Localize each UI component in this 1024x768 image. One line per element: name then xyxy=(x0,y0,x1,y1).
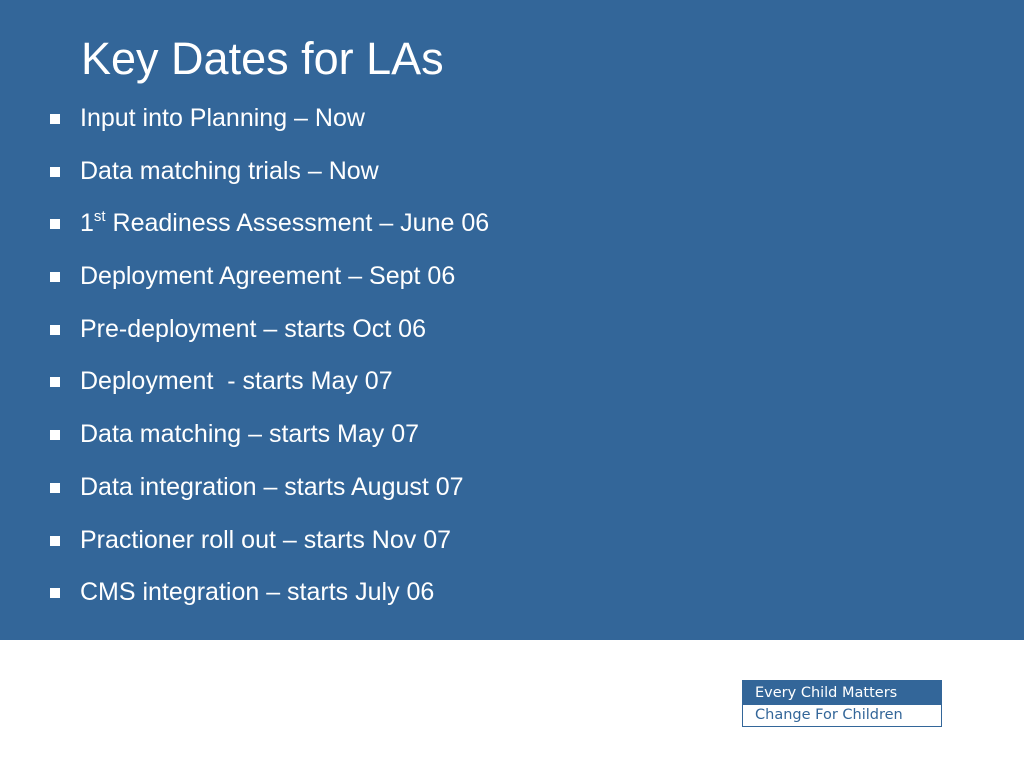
square-bullet-icon xyxy=(50,272,60,282)
bullet-item xyxy=(0,520,489,573)
bullet-text: Data matching trials – Now xyxy=(80,156,379,185)
square-bullet-icon xyxy=(50,483,60,493)
bullet-text: 1 xyxy=(80,209,94,238)
bullet-text: Deployment Agreement – Sept 06 xyxy=(80,262,456,291)
bullet-text: Input into Planning – Now xyxy=(80,104,365,132)
bullet-text: Deployment - starts May 07 xyxy=(80,367,393,396)
bullet-item xyxy=(0,203,489,256)
square-bullet-icon xyxy=(50,588,60,598)
logo-line-2: Change For Children xyxy=(743,705,941,726)
square-bullet-icon xyxy=(50,377,60,387)
bullet-item xyxy=(0,256,489,309)
bullet-text: Pre-deployment – starts Oct 06 xyxy=(80,314,426,343)
bullet-item xyxy=(0,151,489,204)
bullet-text: Practioner roll out – starts Nov 07 xyxy=(80,525,451,554)
bullet-list xyxy=(0,98,489,625)
bullet-item xyxy=(0,414,489,467)
slide-title: Key Dates for LAs xyxy=(81,33,444,84)
square-bullet-icon xyxy=(50,114,60,124)
ordinal-suffix: st xyxy=(93,208,106,226)
bullet-item xyxy=(0,309,489,362)
bullet-text: Data matching – starts May 07 xyxy=(80,420,420,449)
bullet-item xyxy=(0,467,489,520)
bullet-text: Data integration – starts August 07 xyxy=(80,472,464,501)
square-bullet-icon xyxy=(50,430,60,440)
bullet-item xyxy=(0,572,489,625)
square-bullet-icon xyxy=(50,167,60,177)
bullet-text-continued: Readiness Assessment – June 06 xyxy=(105,209,490,238)
every-child-matters-logo xyxy=(742,680,942,727)
square-bullet-icon xyxy=(50,219,60,229)
square-bullet-icon xyxy=(50,536,60,546)
logo-line-1: Every Child Matters xyxy=(743,681,941,705)
bullet-text: CMS integration – starts July 06 xyxy=(80,578,435,607)
square-bullet-icon xyxy=(50,325,60,335)
bullet-item xyxy=(0,98,489,151)
bullet-item xyxy=(0,361,489,414)
